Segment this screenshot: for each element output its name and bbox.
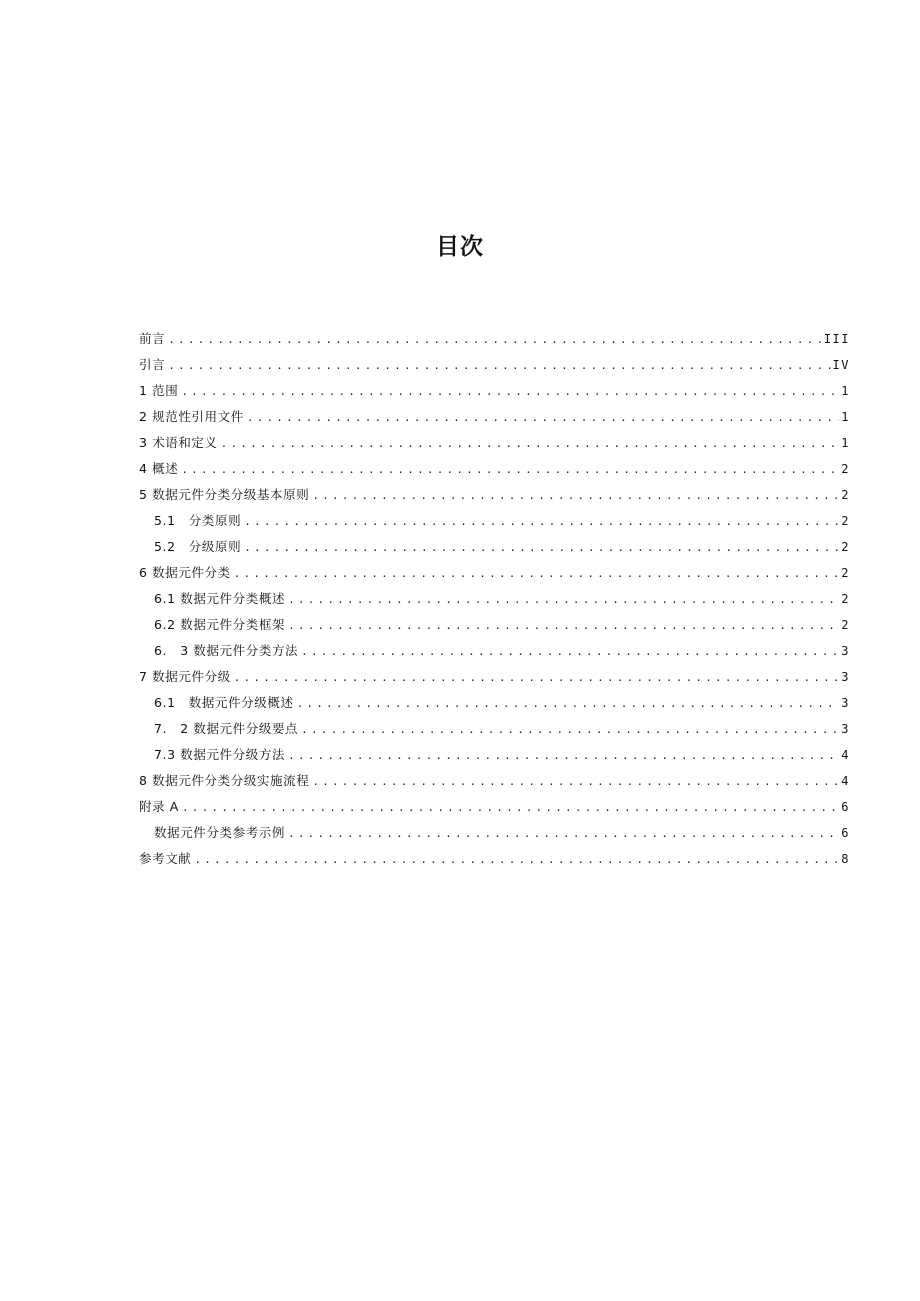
toc-entry-label: 2 规范性引用文件 (139, 409, 244, 424)
toc-entry-scope[interactable] (139, 378, 850, 404)
dot-leader (234, 665, 840, 691)
dot-leader (301, 717, 839, 743)
dot-leader (181, 379, 839, 405)
toc-entry-normative-references[interactable] (139, 404, 850, 430)
toc-entry-classification-examples[interactable] (139, 820, 850, 846)
toc-entry-label: 7. 2 数据元件分级要点 (154, 721, 299, 736)
toc-entry-classification[interactable] (139, 560, 850, 586)
toc-entry-terms-definitions[interactable] (139, 430, 850, 456)
toc-entry-page: 3 (841, 670, 850, 684)
toc-entry-label: 3 术语和定义 (139, 435, 218, 450)
toc-entry-grading[interactable] (139, 664, 850, 690)
toc-entry-page: 2 (841, 592, 850, 606)
page-title: 目次 (436, 234, 484, 260)
toc-entry-label: 6 数据元件分类 (139, 565, 231, 580)
dot-leader (182, 795, 839, 821)
dot-leader (194, 847, 839, 873)
toc-entry-page: 2 (841, 488, 850, 502)
toc-entry-label: 6.1 数据元件分类概述 (154, 591, 286, 606)
toc-entry-overview[interactable] (139, 456, 850, 482)
toc-entry-page: 8 (841, 852, 850, 866)
toc-entry-page: 3 (841, 696, 850, 710)
toc-entry-label: 参考文献 (139, 851, 192, 866)
toc-entry-page: 4 (841, 774, 850, 788)
toc-entry-basic-principles[interactable] (139, 482, 850, 508)
dot-leader (234, 561, 840, 587)
toc-entry-page: IV (832, 358, 850, 372)
toc-entry-page: 1 (841, 384, 850, 398)
dot-leader (244, 535, 839, 561)
dot-leader (244, 509, 839, 535)
dot-leader (297, 691, 840, 717)
dot-leader (288, 613, 839, 639)
toc-entry-label: 引言 (139, 357, 166, 372)
toc-entry-bibliography[interactable] (139, 846, 850, 872)
toc-entry-page: III (823, 332, 850, 346)
toc-entry-page: 4 (841, 748, 850, 762)
dot-leader (288, 821, 839, 847)
toc-entry-page: 2 (841, 462, 850, 476)
toc-entry-classification-overview[interactable] (139, 586, 850, 612)
toc-entry-appendix-a[interactable] (139, 794, 850, 820)
toc-entry-label: 6.1 数据元件分级概述 (154, 695, 294, 710)
toc-entry-page: 1 (841, 436, 850, 450)
toc-entry-label: 6. 3 数据元件分类方法 (154, 643, 299, 658)
toc-entry-grading-overview[interactable] (139, 690, 850, 716)
toc-entry-page: 3 (841, 722, 850, 736)
toc-entry-classification-method[interactable] (139, 638, 850, 664)
toc-entry-implementation-process[interactable] (139, 768, 850, 794)
dot-leader (168, 353, 830, 379)
toc-entry-label: 数据元件分类参考示例 (154, 825, 286, 840)
toc-entry-page: 3 (841, 644, 850, 658)
toc-entry-label: 5.1 分类原则 (154, 513, 242, 528)
dot-leader (288, 587, 839, 613)
dot-leader (181, 457, 839, 483)
toc-entry-classification-principles[interactable] (139, 508, 850, 534)
dot-leader (301, 639, 839, 665)
toc-entry-label: 5 数据元件分类分级基本原则 (139, 487, 310, 502)
toc-entry-page: 6 (841, 800, 850, 814)
toc-entry-page: 6 (841, 826, 850, 840)
dot-leader (168, 327, 822, 353)
toc-entry-grading-method[interactable] (139, 742, 850, 768)
dot-leader (312, 483, 839, 509)
toc-entry-page: 2 (841, 540, 850, 554)
dot-leader (221, 431, 840, 457)
toc-entry-page: 2 (841, 514, 850, 528)
toc-entry-grading-principles[interactable] (139, 534, 850, 560)
toc-entry-classification-framework[interactable] (139, 612, 850, 638)
toc-entry-foreword[interactable] (139, 326, 850, 352)
toc-entry-label: 4 概述 (139, 461, 179, 476)
toc-entry-label: 5.2 分级原则 (154, 539, 242, 554)
toc-entry-label: 6.2 数据元件分类框架 (154, 617, 286, 632)
toc-entry-label: 前言 (139, 331, 166, 346)
toc-entry-label: 8 数据元件分类分级实施流程 (139, 773, 310, 788)
toc-entry-grading-key-points[interactable] (139, 716, 850, 742)
toc-entry-label: 1 范围 (139, 383, 179, 398)
dot-leader (312, 769, 839, 795)
toc-entry-introduction[interactable] (139, 352, 850, 378)
toc-entry-label: 附录 A (139, 799, 179, 814)
toc-entry-page: 2 (841, 566, 850, 580)
dot-leader (247, 405, 839, 431)
toc-entry-page: 1 (841, 410, 850, 424)
toc-entry-label: 7 数据元件分级 (139, 669, 231, 684)
toc-entry-label: 7.3 数据元件分级方法 (154, 747, 286, 762)
toc-entry-page: 2 (841, 618, 850, 632)
table-of-contents (139, 326, 850, 872)
dot-leader (288, 743, 839, 769)
